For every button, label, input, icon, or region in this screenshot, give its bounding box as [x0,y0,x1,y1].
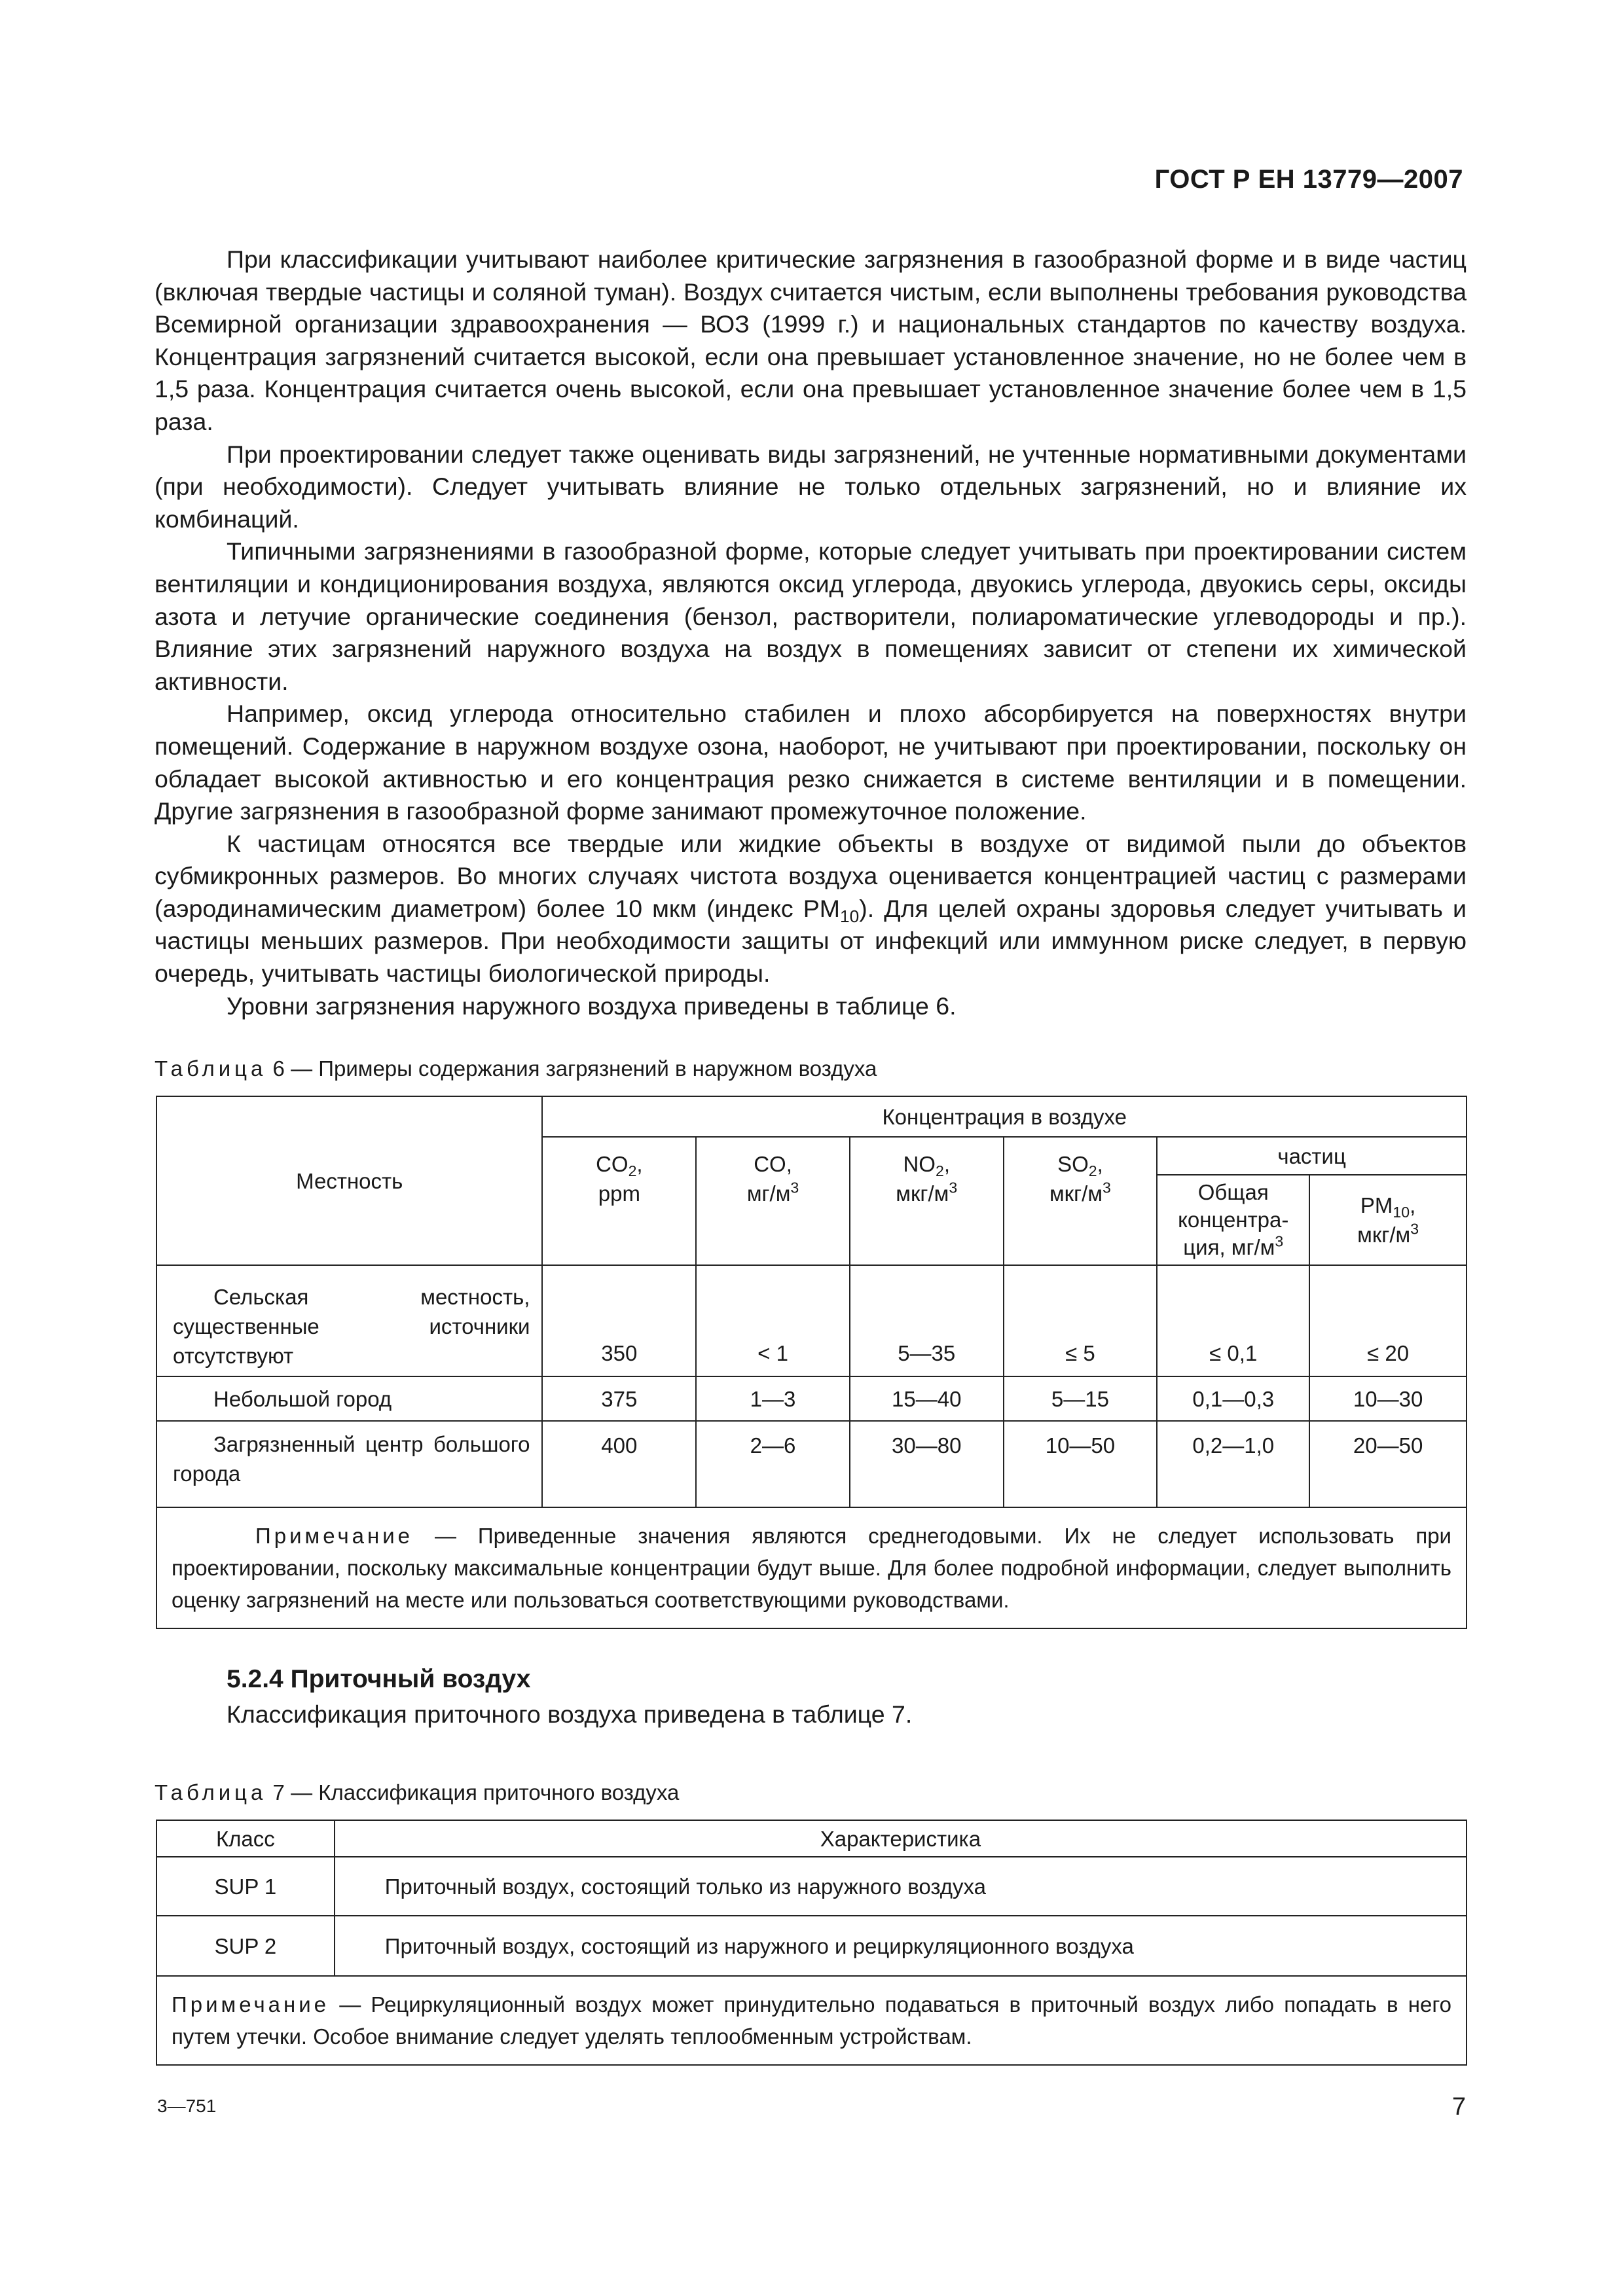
header-part: , [1410,1193,1416,1217]
cell-total: ≤ 0,1 [1157,1265,1309,1376]
cell-location: Загрязненный центр большого города [156,1421,542,1507]
cell-no2: 5—35 [850,1265,1004,1376]
header-unit: ppm [598,1181,640,1206]
table-7-caption [155,1780,679,1805]
table-note-row [156,1507,1467,1628]
cell-no2: 30—80 [850,1421,1004,1507]
caption-label: Таблица [155,1780,267,1804]
superscript: 3 [1103,1179,1111,1196]
superscript: 3 [1275,1232,1284,1250]
cell-pm10: 20—50 [1309,1421,1467,1507]
header-unit: мкг/м [896,1181,949,1206]
table-row [156,1265,1467,1376]
table-row [156,1857,1467,1916]
section-title: 5.2.4 Приточный воздух [227,1665,531,1693]
header-co [696,1137,850,1265]
cell-co: 2—6 [696,1421,850,1507]
caption-text: 6 — Примеры содержания загрязнений в наружном воздуха [266,1056,877,1081]
subscript: 2 [935,1162,944,1179]
cell-total: 0,2—1,0 [1157,1421,1309,1507]
cell-pm10: 10—30 [1309,1376,1467,1421]
table-row [156,1376,1467,1421]
cell-location: Сельская местность, существенные источники отсутствуют [156,1265,542,1376]
table-6-note [156,1507,1467,1628]
cell-so2: ≤ 5 [1004,1265,1158,1376]
page-number: 7 [1451,2093,1466,2121]
header-part: Общая концентра-ция, мг/м [1178,1180,1289,1259]
header-pm10 [1309,1175,1467,1265]
superscript: 3 [790,1179,799,1196]
header-unit: мкг/м [1357,1223,1411,1247]
note-text: — Приведенные значения являются среднегодовыми. Их не следует использовать при проектировании, поскольку максимальные концентрации будут выше. Для более подробной информации, следует выполнить оценку загрязнений на месте или пользоваться соответствующими руководствами. [172,1524,1451,1612]
header-part: NO [903,1152,936,1176]
subscript: 2 [1088,1162,1097,1179]
paragraph: Уровни загрязнения наружного воздуха приведены в таблице 6. [227,992,957,1020]
cell-characteristic: Приточный воздух, состоящий из наружного и рециркуляционного воздуха [335,1916,1467,1976]
table-note-row [156,1976,1467,2065]
document-header: ГОСТ Р ЕН 13779—2007 [1154,165,1463,194]
header-co2 [542,1137,696,1265]
subscript: 10 [1393,1203,1410,1221]
header-part: SO [1057,1152,1089,1176]
table-6 [156,1096,1467,1629]
paragraph: При проектировании следует также оценивать виды загрязнений, не учтенные нормативными документами (при необходимости). Следует учитывать влияние не только отдельных загрязнений, но и влияние их комбинаций. [155,440,1467,533]
header-part: , [1097,1152,1103,1176]
cell-so2: 5—15 [1004,1376,1158,1421]
header-location: Местность [156,1096,542,1265]
table-7-note [156,1976,1467,2065]
table-row [156,1421,1467,1507]
body-text [155,243,1467,1022]
header-no2 [850,1137,1004,1265]
cell-total: 0,1—0,3 [1157,1376,1309,1421]
header-total-concentration [1157,1175,1309,1265]
table-row [156,1916,1467,1976]
cell-characteristic: Приточный воздух, состоящий только из наружного воздуха [335,1857,1467,1916]
paragraph [155,828,1467,990]
cell-class: SUP 1 [156,1857,335,1916]
header-unit: мг/м [746,1181,791,1206]
header-characteristic: Характеристика [335,1820,1467,1857]
cell-co: 1—3 [696,1376,850,1421]
header-class: Класс [156,1820,335,1857]
paragraph-part: К частицам относятся все твердые или жидкие объекты в воздухе от видимой пыли до объектов субмикронных размеров. Во многих случаях чистота воздуха оценивается концентрацией частиц с размерами (аэродинамическим диаметром) более 10 мкм (индекс PM [155,829,1467,922]
cell-so2: 10—50 [1004,1421,1158,1507]
note-text: — Рециркуляционный воздух может принудительно подаваться в приточный воздух либо попадать в него путем утечки. Особое внимание следует уделять теплообменным устройствам. [172,1992,1451,2049]
note-label: Примечание [172,1992,330,2017]
cell-class: SUP 2 [156,1916,335,1976]
section-text: Классификация приточного воздуха приведена в таблице 7. [227,1700,913,1728]
note-label: Примечание [255,1524,414,1548]
subscript: 2 [628,1162,637,1179]
header-particles: частиц [1157,1137,1467,1175]
paragraph-part: ). Для целей охраны здоровья следует учитывать и частицы меньших размеров. При необходимости защиты от инфекций или иммунном риске следует, в первую очередь, учитывать частицы биологической природы. [155,894,1467,988]
table-6-caption [155,1056,877,1081]
superscript: 3 [1410,1220,1419,1238]
footer-code: 3—751 [157,2096,217,2116]
cell-location: Небольшой город [156,1376,542,1421]
subscript: 10 [840,906,860,926]
header-so2 [1004,1137,1158,1265]
header-part: PM [1360,1193,1393,1217]
cell-co2: 350 [542,1265,696,1376]
paragraph: Типичными загрязнениями в газообразной форме, которые следует учитывать при проектировании систем вентиляции и кондиционирования воздуха, являются оксид углерода, двуокись углерода, двуокись серы, оксиды азота и летучие органические соединения (бензол, растворители, полиароматические углеводороды и пр.). Влияние этих загрязнений наружного воздуха на воздух в помещениях зависит от степени их химической активности. [155,537,1467,695]
caption-label: Таблица [155,1056,267,1081]
header-concentration: Концентрация в воздухе [542,1096,1467,1137]
superscript: 3 [949,1179,958,1196]
cell-co: < 1 [696,1265,850,1376]
paragraph: Например, оксид углерода относительно стабилен и плохо абсорбируется на поверхностях внутри помещений. Содержание в наружном воздухе озона, наоборот, не учитывают при проектировании, поскольку он обладает высокой активностью и его концентрация резко снижается в системе вентиляции и в помещении. Другие загрязнения в газообразной форме занимают промежуточное положение. [155,700,1467,825]
table-7 [156,1820,1467,2066]
cell-pm10: ≤ 20 [1309,1265,1467,1376]
header-part: CO [596,1152,629,1176]
header-part: CO, [754,1152,792,1176]
cell-co2: 400 [542,1421,696,1507]
header-part: , [636,1152,643,1176]
paragraph: При классификации учитывают наиболее критические загрязнения в газообразной форме и в виде частиц (включая твердые частицы и соляной туман). Воздух считается чистым, если выполнены требования руководства Всемирной организации здравоохранения — ВОЗ (1999 г.) и национальных стандартов по качеству воздуха. Концентрация загрязнений считается высокой, если она превышает установленное значение, но не более чем в 1,5 раза. Концентрация считается очень высокой, если она превышает установленное значение более чем в 1,5 раза. [155,245,1467,435]
caption-text: 7 — Классификация приточного воздуха [266,1780,680,1804]
header-part: , [943,1152,950,1176]
cell-no2: 15—40 [850,1376,1004,1421]
header-unit: мкг/м [1049,1181,1103,1206]
cell-co2: 375 [542,1376,696,1421]
